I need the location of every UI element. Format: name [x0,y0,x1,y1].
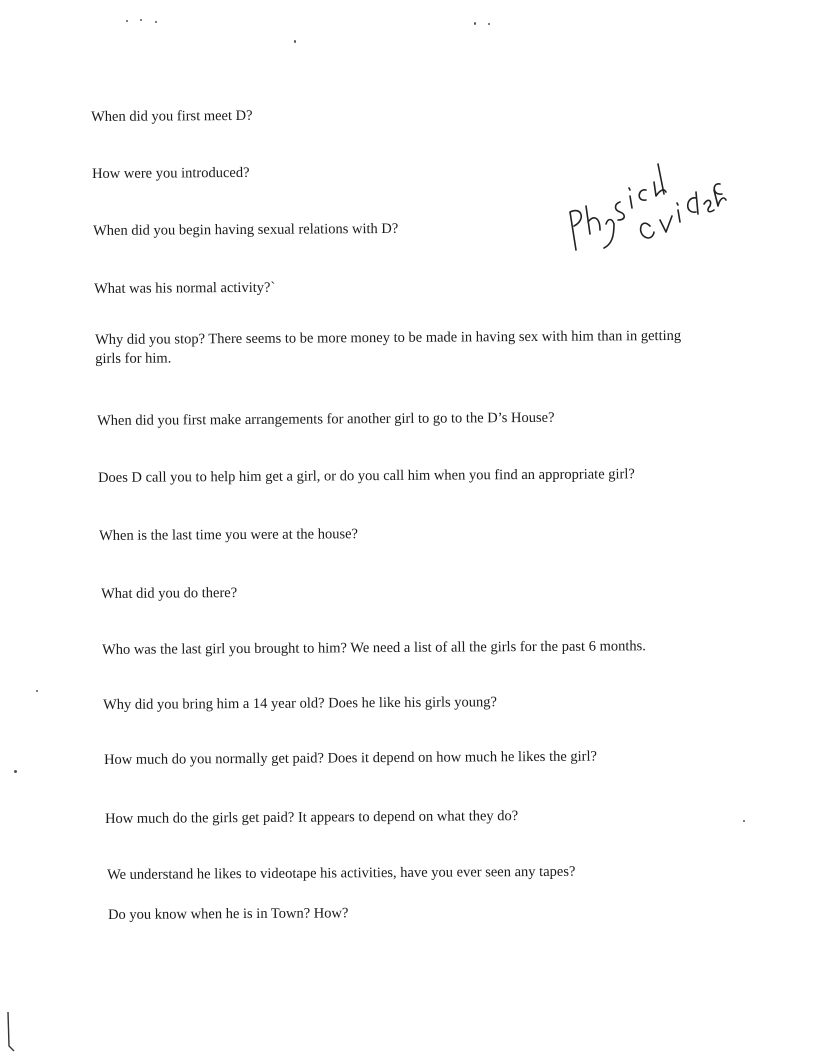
scan-speck [14,770,17,773]
question-10: Who was the last girl you brought to him? We need a list of all the girls for the past 6 months. [102,638,646,658]
scan-speck [294,40,296,43]
scan-edge-mark [4,1012,16,1052]
handwritten-annotation [560,140,730,270]
question-8: When is the last time you were at the house? [99,526,359,544]
scan-speck [155,21,157,23]
scan-speck [126,20,128,22]
question-7: Does D call you to help him get a girl, or do you call him when you find an appropriate girl? [98,466,635,486]
question-3: When did you begin having sexual relations with D? [93,220,399,239]
question-6: When did you first make arrangements for another girl to go to the D’s House? [97,409,555,429]
scan-speck [474,22,476,25]
question-15: Do you know when he is in Town? How? [108,905,349,923]
question-2: How were you introduced? [92,164,250,182]
question-14: We understand he likes to videotape his activities, have you ever seen any tapes? [107,863,576,883]
question-11: Why did you bring him a 14 year old? Does he like his girls young? [103,694,497,713]
scan-speck [140,19,142,21]
question-13: How much do the girls get paid? It appears to depend on what they do? [105,808,519,827]
question-4: What was his normal activity?` [94,279,276,297]
scan-speck [488,23,490,25]
question-1: When did you first meet D? [91,107,253,125]
scan-speck [743,820,745,822]
scan-speck [36,690,38,692]
question-9: What did you do there? [101,585,238,602]
question-12: How much do you normally get paid? Does it depend on how much he likes the girl? [104,748,598,768]
question-5: Why did you stop? There seems to be more money to be made in having sex with him than in getting girls for him. [95,327,682,367]
